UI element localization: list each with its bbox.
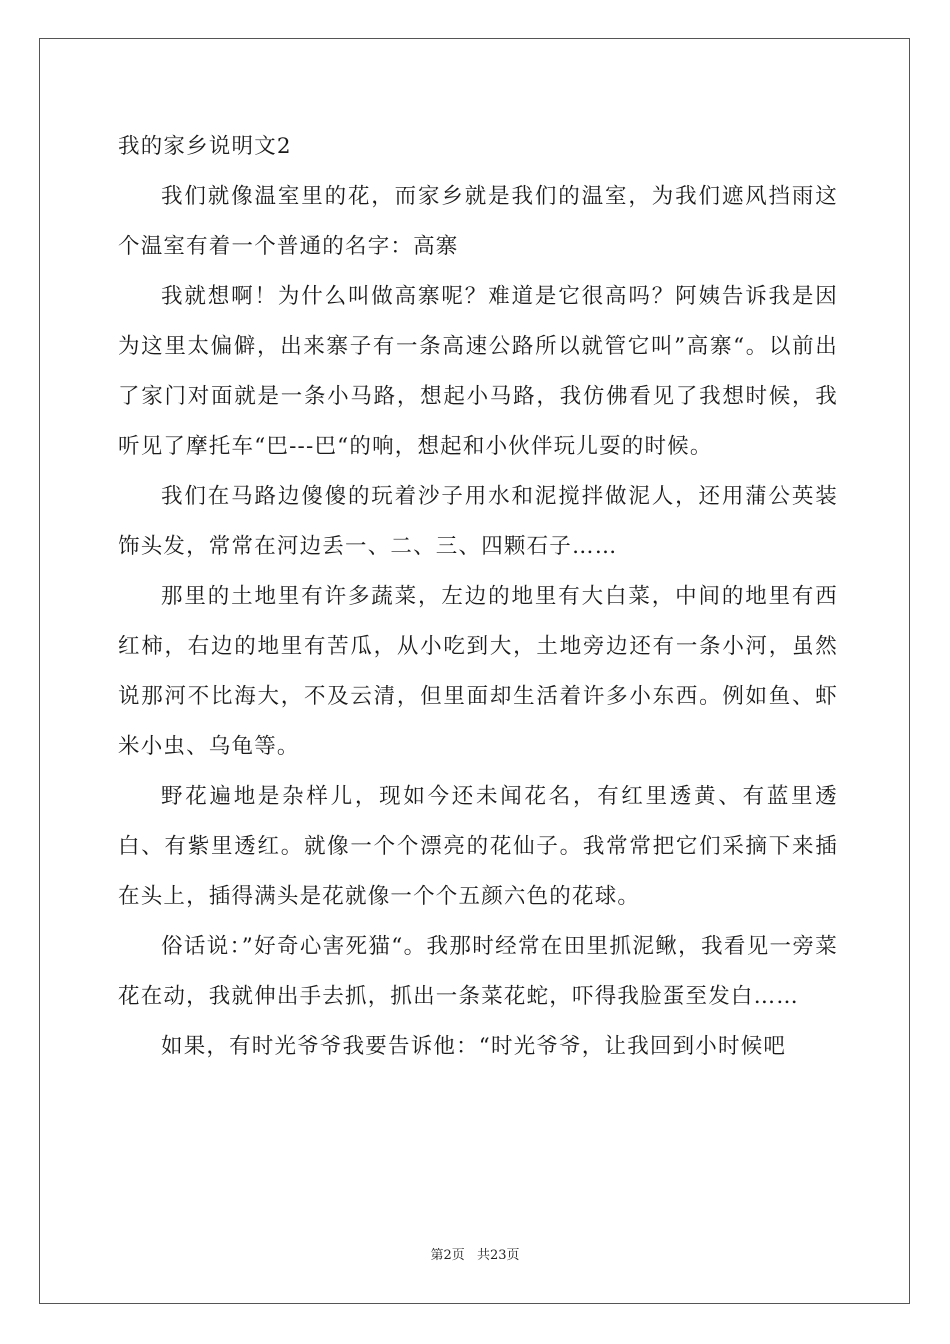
- page-footer: [0, 1244, 950, 1263]
- paragraph-4: 那里的土地里有许多蔬菜，左边的地里有大白菜，中间的地里有西红柿，右边的地里有苦瓜，从小吃到大，土地旁边还有一条小河，虽然说那河不比海大，不及云清，但里面却生活着许多小东西。例如鱼、虾米小虫、乌龟等。: [118, 584, 838, 759]
- paragraph-6: 俗话说：”好奇心害死猫“。我那时经常在田里抓泥鳅，我看见一旁菜花在动，我就伸出手去抓，抓出一条菜花蛇，吓得我脸蛋至发白……: [118, 934, 838, 1009]
- document-title: 我的家乡说明文2: [118, 134, 292, 159]
- paragraph-5: 野花遍地是杂样儿，现如今还未闻花名，有红里透黄、有蓝里透白、有紫里透红。就像一个个漂亮的花仙子。我常常把它们采摘下来插在头上，插得满头是花就像一个个五颜六色的花球。: [118, 784, 838, 909]
- page-total: 共23页: [476, 1248, 520, 1263]
- paragraph-2: 我就想啊！为什么叫做高寨呢？难道是它很高吗？阿姨告诉我是因为这里太偏僻，出来寨子有一条高速公路所以就管它叫”高寨“。以前出了家门对面就是一条小马路，想起小马路，我仿佛看见了我想时候，我听见了摩托车“巴---巴“的响，想起和小伙伴玩儿耍的时候。: [118, 284, 838, 459]
- page-number: 第2页: [430, 1248, 465, 1263]
- paragraph-1: 我们就像温室里的花，而家乡就是我们的温室，为我们遮风挡雨这个温室有着一个普通的名字：高寨: [118, 184, 838, 259]
- document-body: [118, 122, 838, 1072]
- paragraph-7: 如果，有时光爷爷我要告诉他：“时光爷爷，让我回到小时候吧: [161, 1034, 787, 1059]
- paragraph-3: 我们在马路边傻傻的玩着沙子用水和泥搅拌做泥人，还用蒲公英装饰头发，常常在河边丢一、二、三、四颗石子……: [118, 484, 838, 559]
